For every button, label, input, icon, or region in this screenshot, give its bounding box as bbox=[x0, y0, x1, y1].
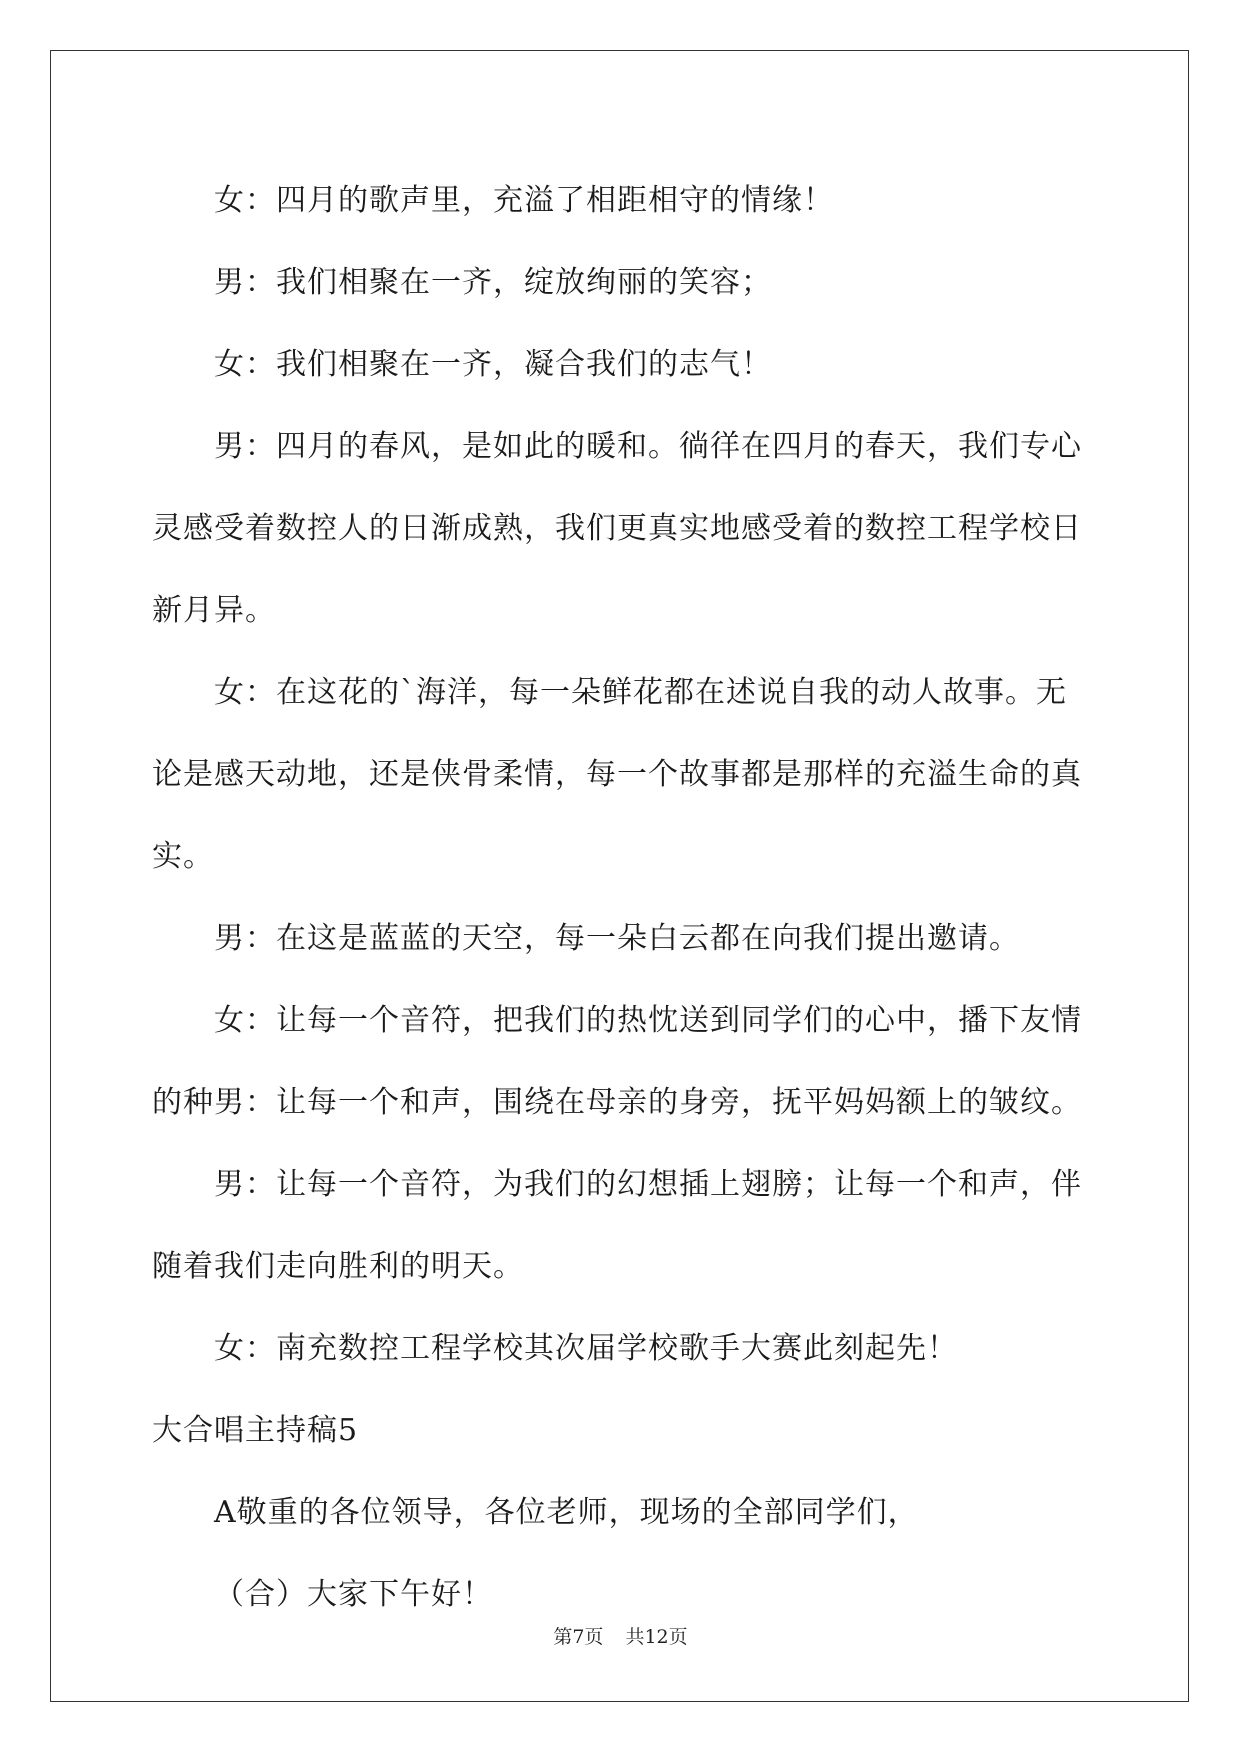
page-number-total: 共12页 bbox=[625, 1626, 688, 1648]
document-body bbox=[152, 160, 1087, 1636]
paragraph: 女：南充数控工程学校其次届学校歌手大赛此刻起先！ bbox=[214, 1331, 958, 1366]
paragraph: A敬重的各位领导，各位老师，现场的全部同学们， bbox=[214, 1495, 919, 1530]
section-title: 大合唱主持稿5 bbox=[152, 1413, 359, 1448]
paragraph: 男：四月的春风，是如此的暖和。徜徉在四月的春天，我们专心灵感受着数控人的日渐成熟，我们更真实地感受着的数控工程学校日新月异。 bbox=[152, 429, 1082, 628]
paragraph: 女：让每一个音符，把我们的热忱送到同学们的心中，播下友情的种男：让每一个和声，围绕在母亲的身旁，抚平妈妈额上的皱纹。 bbox=[152, 1003, 1082, 1120]
page-footer bbox=[0, 1622, 1241, 1649]
paragraph: 男：在这是蓝蓝的天空，每一朵白云都在向我们提出邀请。 bbox=[214, 921, 1020, 956]
paragraph: 男：让每一个音符，为我们的幻想插上翅膀；让每一个和声，伴随着我们走向胜利的明天。 bbox=[152, 1167, 1082, 1284]
paragraph: （合）大家下午好！ bbox=[214, 1577, 493, 1612]
paragraph: 男：我们相聚在一齐，绽放绚丽的笑容； bbox=[214, 265, 772, 300]
page-number-current: 第7页 bbox=[553, 1626, 604, 1648]
paragraph: 女：我们相聚在一齐，凝合我们的志气！ bbox=[214, 347, 772, 382]
paragraph: 女：四月的歌声里，充溢了相距相守的情缘！ bbox=[214, 183, 834, 218]
paragraph: 女：在这花的`海洋，每一朵鲜花都在述说自我的动人故事。无论是感天动地，还是侠骨柔情，每一个故事都是那样的充溢生命的真实。 bbox=[152, 675, 1082, 874]
